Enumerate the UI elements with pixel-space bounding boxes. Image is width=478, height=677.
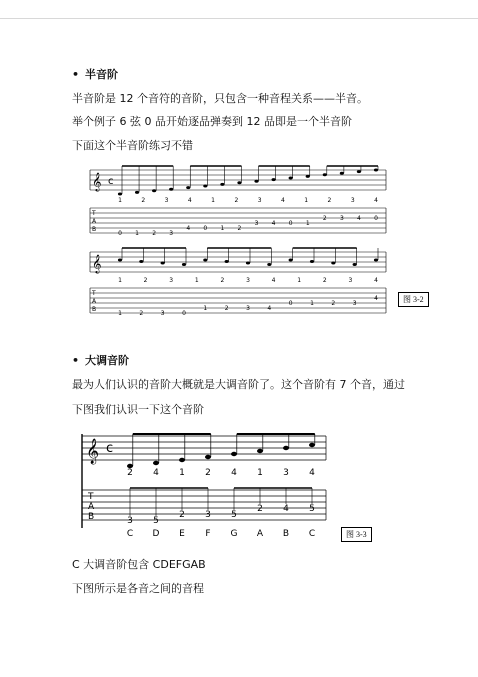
tab-letter: T (92, 210, 96, 217)
finger-number: 2 (322, 277, 327, 284)
staff-2-fingerings (118, 277, 378, 284)
finger-number: 2 (234, 197, 239, 204)
staff-major-notes (127, 434, 315, 468)
note-head (135, 191, 139, 194)
chromatic-notation-svg (86, 160, 396, 320)
tab-fret-number: 2 (331, 300, 336, 307)
note-head (225, 260, 229, 263)
finger-number: 4 (374, 197, 378, 204)
note-head (161, 262, 165, 265)
tab-fret-number: 3 (127, 516, 133, 526)
tab-fret-number: 2 (139, 310, 144, 317)
tab-fret-number: 3 (254, 220, 259, 227)
tab-fret-number: 4 (283, 504, 289, 514)
note-name: E (179, 529, 185, 539)
note-head (231, 452, 237, 456)
note-head (309, 443, 315, 447)
tab-fret-number: 2 (257, 504, 263, 514)
tab-fret-number: 3 (339, 215, 344, 222)
finger-number: 3 (350, 197, 355, 204)
treble-clef-icon: 𝄞 (92, 172, 102, 191)
finger-number: 3 (169, 277, 174, 284)
tab-fret-number: 1 (203, 305, 208, 312)
figure-chromatic-scale (86, 160, 396, 324)
tab-fret-number: 2 (179, 510, 185, 520)
treble-clef-icon: 𝄞 (86, 439, 100, 464)
major-notation-svg (80, 430, 340, 542)
tab-letter: A (92, 218, 97, 225)
note-head (179, 458, 185, 462)
section-title-text: 大调音阶 (85, 354, 130, 367)
note-head (353, 263, 357, 266)
note-head (169, 188, 173, 191)
finger-number: 4 (374, 277, 378, 284)
tab-fret-number: 4 (186, 225, 191, 232)
tab-fret-number: 1 (310, 300, 314, 307)
tab-fret-number: 0 (182, 310, 186, 317)
note-head (139, 260, 143, 263)
note-name: A (256, 529, 264, 539)
tab-fret-number: 3 (169, 230, 174, 237)
finger-number: 1 (297, 277, 302, 284)
note-head (267, 263, 271, 266)
finger-number: 1 (118, 277, 122, 284)
note-head (203, 185, 207, 188)
finger-number: 2 (143, 277, 148, 284)
staff-2 (90, 252, 386, 272)
note-head (283, 446, 289, 450)
tab-fret-number: 3 (160, 310, 165, 317)
tab-fret-number: 0 (374, 215, 378, 222)
paragraph: 半音阶是 12 个音符的音阶，只包含一种音程关系——半音。 (72, 92, 368, 105)
tab-fret-number: 1 (118, 310, 122, 317)
note-name: D (152, 529, 160, 539)
tab-fret-number: 1 (220, 225, 225, 232)
tab-fret-number: 0 (288, 300, 293, 307)
note-head (152, 189, 156, 192)
tab-fret-number: 0 (288, 220, 293, 227)
finger-number: 2 (127, 468, 133, 478)
note-head (323, 173, 327, 176)
finger-number: 4 (271, 277, 276, 284)
figure-major-scale (80, 430, 340, 546)
finger-number: 1 (179, 468, 185, 478)
finger-number: 4 (231, 468, 237, 478)
staff-major-fingerings (127, 468, 315, 478)
tab-fret-number: 3 (205, 510, 211, 520)
tab-fret-number: 1 (305, 220, 310, 227)
finger-number: 3 (257, 197, 262, 204)
tab-fret-number: 3 (246, 305, 250, 312)
note-name: C (308, 529, 316, 539)
figure-label: 图 3-3 (341, 527, 372, 542)
finger-number: 1 (304, 197, 309, 204)
finger-number: 2 (220, 277, 225, 284)
finger-number: 4 (187, 197, 192, 204)
time-signature: c (108, 176, 114, 187)
note-head (118, 193, 122, 196)
header-rule (0, 18, 478, 19)
finger-number: 4 (153, 468, 159, 478)
note-head (340, 172, 344, 175)
staff-1-fingerings (118, 197, 378, 204)
tab-major (82, 490, 326, 520)
note-head (237, 181, 241, 184)
bullet-icon: • (72, 68, 80, 81)
bullet-icon: • (72, 354, 80, 367)
tab-fret-number: 5 (231, 510, 237, 520)
paragraph: 下图所示是各音之间的音程 (72, 582, 204, 595)
paragraph: 最为人们认识的音阶大概就是大调音阶了。这个音阶有 7 个音，通过 (72, 378, 405, 391)
finger-number: 1 (257, 468, 263, 478)
note-head (205, 455, 211, 459)
finger-number: 1 (118, 197, 122, 204)
tab-fret-number: 0 (118, 230, 122, 237)
tab-fret-number: 4 (357, 215, 361, 222)
treble-clef-icon: 𝄞 (92, 254, 102, 273)
note-name: G (230, 529, 238, 539)
tab-letter: A (88, 502, 95, 512)
tab-fret-number: 2 (322, 215, 327, 222)
note-head (182, 263, 186, 266)
note-names (127, 529, 315, 539)
finger-number: 3 (246, 277, 250, 284)
tab-1-frets (118, 215, 378, 237)
note-name: F (205, 529, 211, 539)
tab-fret-number: 2 (237, 225, 242, 232)
finger-number: 3 (283, 468, 289, 478)
tab-letter: B (92, 306, 97, 313)
finger-number: 4 (280, 197, 285, 204)
note-head (331, 262, 335, 265)
note-head (374, 259, 378, 262)
tab-fret-number: 2 (152, 230, 157, 237)
note-head (289, 259, 293, 262)
note-head (374, 169, 378, 172)
note-name: C (126, 529, 134, 539)
tab-fret-number: 2 (224, 305, 229, 312)
tab-letter: T (88, 492, 94, 502)
tab-fret-number: 1 (135, 230, 139, 237)
finger-number: 3 (348, 277, 353, 284)
note-head (220, 183, 224, 186)
time-signature: c (106, 441, 114, 456)
tab-letter: A (92, 298, 97, 305)
tab-fret-number: 4 (374, 295, 378, 302)
tab-2 (90, 288, 386, 313)
note-head (272, 178, 276, 181)
tab-fret-number: 5 (309, 504, 315, 514)
finger-number: 4 (309, 468, 315, 478)
staff-1-notes (118, 166, 378, 196)
note-head (357, 170, 361, 173)
note-head (257, 449, 263, 453)
note-head (246, 262, 250, 265)
note-head (306, 175, 310, 178)
finger-number: 1 (194, 277, 199, 284)
tab-fret-number: 4 (271, 220, 276, 227)
note-head (310, 260, 314, 263)
finger-number: 2 (327, 197, 332, 204)
paragraph: 下面这个半音阶练习不错 (72, 139, 193, 152)
section-title-chromatic (72, 66, 118, 82)
note-head (153, 461, 159, 465)
paragraph: 下图我们认识一下这个音阶 (72, 403, 204, 416)
tab-letter: B (92, 226, 97, 233)
finger-number: 2 (205, 468, 211, 478)
finger-number: 3 (164, 197, 169, 204)
section-title-major (72, 352, 129, 368)
finger-number: 1 (211, 197, 216, 204)
tab-fret-number: 3 (352, 300, 357, 307)
paragraph: C 大调音阶包含 CDEFGAB (72, 558, 206, 571)
note-name: B (282, 529, 290, 539)
paragraph: 举个例子 6 弦 0 品开始逐品弹奏到 12 品即是一个半音阶 (72, 115, 352, 128)
tab-fret-number: 0 (203, 225, 208, 232)
section-title-text: 半音阶 (85, 68, 119, 81)
note-head (289, 177, 293, 180)
note-head (186, 186, 190, 189)
finger-number: 2 (141, 197, 146, 204)
tab-letter: B (88, 512, 95, 522)
note-head (203, 259, 207, 262)
tab-fret-number: 4 (267, 305, 272, 312)
note-head (118, 259, 122, 262)
figure-label: 图 3-2 (398, 292, 429, 307)
note-head (254, 180, 258, 183)
tab-letter: T (92, 290, 96, 297)
tab-fret-number: 5 (153, 516, 159, 526)
